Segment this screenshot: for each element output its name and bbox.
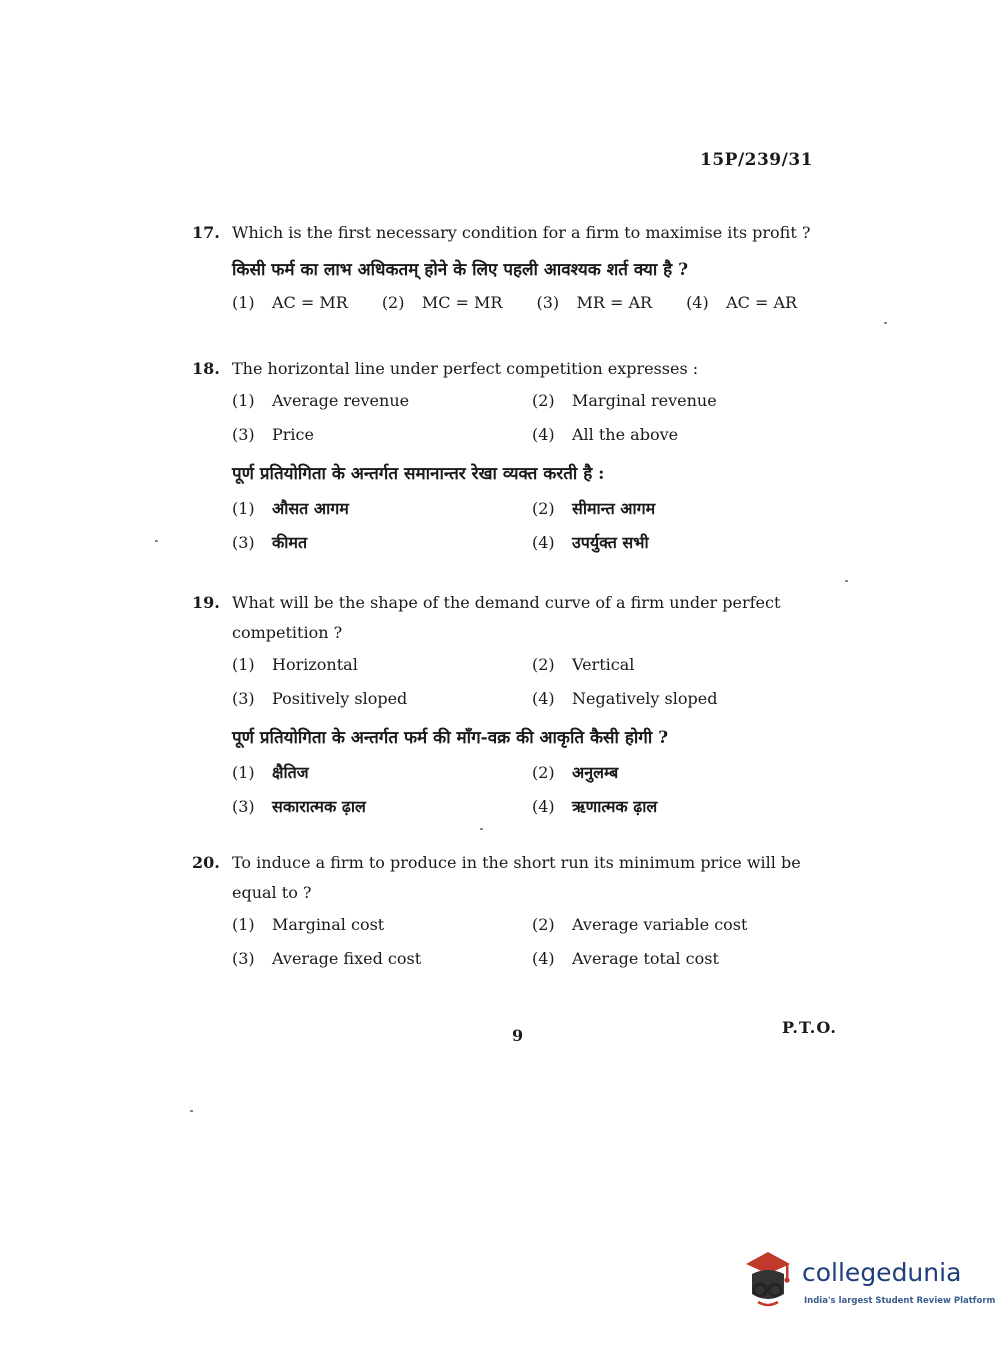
hindi-option-1[interactable] bbox=[232, 494, 532, 524]
option-label: (4) bbox=[532, 425, 555, 444]
question-18 bbox=[192, 354, 832, 558]
question-number: 17. bbox=[192, 223, 220, 242]
option-label: (1) bbox=[232, 391, 255, 410]
option-label: (3) bbox=[232, 797, 255, 816]
option-text: उपर्युक्त सभी bbox=[572, 533, 649, 552]
option-2[interactable] bbox=[532, 650, 832, 680]
scan-speck bbox=[480, 828, 483, 830]
option-label: (2) bbox=[532, 763, 555, 782]
option-1[interactable] bbox=[232, 288, 348, 318]
option-label: (1) bbox=[232, 499, 255, 518]
option-2[interactable] bbox=[532, 910, 832, 940]
question-text: What will be the shape of the demand curve of a firm under perfect competition ? bbox=[232, 593, 781, 642]
question-number: 18. bbox=[192, 359, 220, 378]
option-label: (4) bbox=[532, 797, 555, 816]
option-3[interactable] bbox=[232, 684, 532, 714]
option-4[interactable] bbox=[686, 288, 797, 318]
option-text: Horizontal bbox=[272, 655, 358, 674]
option-text: Marginal revenue bbox=[572, 391, 717, 410]
option-text: Marginal cost bbox=[272, 915, 385, 934]
collegedunia-logo[interactable] bbox=[742, 1250, 996, 1320]
option-label: (2) bbox=[532, 915, 555, 934]
option-text: क्षैतिज bbox=[272, 763, 309, 782]
scan-speck bbox=[884, 322, 887, 324]
question-text-hindi: किसी फर्म का लाभ अधिकतम् होने के लिए पहली आवश्यक शर्त क्या है ? bbox=[232, 260, 689, 280]
option-label: (1) bbox=[232, 293, 255, 312]
option-label: (3) bbox=[232, 425, 255, 444]
option-label: (2) bbox=[381, 293, 405, 312]
option-text: औसत आगम bbox=[272, 499, 349, 518]
option-text: सीमान्त आगम bbox=[572, 499, 656, 518]
option-text: Average revenue bbox=[272, 391, 410, 410]
option-text: ऋणात्मक ढ़ाल bbox=[572, 797, 658, 816]
option-label: (2) bbox=[532, 499, 555, 518]
question-text: Which is the first necessary condition for a firm to maximise its profit ? bbox=[232, 223, 811, 242]
question-20 bbox=[192, 848, 832, 974]
option-label: (2) bbox=[532, 655, 555, 674]
option-text: कीमत bbox=[272, 533, 308, 552]
option-1[interactable] bbox=[232, 650, 532, 680]
option-text: MR = AR bbox=[576, 293, 653, 312]
option-label: (1) bbox=[232, 915, 255, 934]
hindi-option-2[interactable] bbox=[532, 758, 832, 788]
scan-speck bbox=[845, 580, 848, 582]
option-text: अनुलम्ब bbox=[572, 763, 619, 782]
option-text: Average total cost bbox=[572, 949, 719, 968]
option-4[interactable] bbox=[532, 420, 832, 450]
hindi-option-4[interactable] bbox=[532, 528, 832, 558]
option-1[interactable] bbox=[232, 910, 532, 940]
brand-name: collegedunia bbox=[802, 1258, 962, 1287]
option-3[interactable] bbox=[536, 288, 652, 318]
hindi-option-2[interactable] bbox=[532, 494, 832, 524]
option-4[interactable] bbox=[532, 944, 832, 974]
option-3[interactable] bbox=[232, 944, 532, 974]
pto-label: P.T.O. bbox=[782, 1018, 837, 1037]
hindi-option-4[interactable] bbox=[532, 792, 832, 822]
option-text: AC = MR bbox=[272, 293, 348, 312]
option-label: (4) bbox=[532, 949, 555, 968]
option-text: Average variable cost bbox=[572, 915, 748, 934]
option-4[interactable] bbox=[532, 684, 832, 714]
question-text-hindi: पूर्ण प्रतियोगिता के अन्तर्गत फर्म की माँग-वक्र की आकृति कैसी होगी ? bbox=[232, 728, 669, 748]
option-text: सकारात्मक ढ़ाल bbox=[272, 797, 366, 816]
mascot-icon bbox=[742, 1250, 800, 1312]
paper-code: 15P/239/31 bbox=[700, 150, 814, 170]
option-text: Average fixed cost bbox=[272, 949, 422, 968]
option-text: Vertical bbox=[572, 655, 635, 674]
option-label: (3) bbox=[536, 293, 560, 312]
option-text: Price bbox=[272, 425, 314, 444]
option-label: (4) bbox=[686, 293, 709, 312]
brand-tagline: India's largest Student Review Platform bbox=[804, 1296, 996, 1306]
option-3[interactable] bbox=[232, 420, 532, 450]
hindi-option-3[interactable] bbox=[232, 792, 532, 822]
option-label: (1) bbox=[232, 763, 255, 782]
option-label: (1) bbox=[232, 655, 255, 674]
option-label: (4) bbox=[532, 689, 555, 708]
option-2[interactable] bbox=[532, 386, 832, 416]
question-number: 19. bbox=[192, 593, 220, 612]
question-number: 20. bbox=[192, 853, 220, 872]
option-label: (2) bbox=[532, 391, 555, 410]
option-2[interactable] bbox=[382, 288, 503, 318]
question-text: To induce a firm to produce in the short run its minimum price will be equal to ? bbox=[232, 853, 801, 902]
question-text-hindi: पूर्ण प्रतियोगिता के अन्तर्गत समानान्तर रेखा व्यक्त करती है : bbox=[232, 464, 605, 484]
option-text: Negatively sloped bbox=[572, 689, 718, 708]
option-label: (3) bbox=[232, 689, 255, 708]
page-number: 9 bbox=[512, 1026, 524, 1045]
question-19 bbox=[192, 588, 832, 822]
option-1[interactable] bbox=[232, 386, 532, 416]
hindi-option-3[interactable] bbox=[232, 528, 532, 558]
option-text: AC = AR bbox=[726, 293, 798, 312]
scan-speck bbox=[190, 1110, 193, 1112]
option-label: (3) bbox=[232, 949, 255, 968]
question-text: The horizontal line under perfect competition expresses : bbox=[232, 359, 699, 378]
scan-speck bbox=[155, 540, 158, 542]
option-label: (3) bbox=[232, 533, 255, 552]
option-text: All the above bbox=[572, 425, 679, 444]
option-text: Positively sloped bbox=[272, 689, 408, 708]
question-17 bbox=[192, 218, 832, 318]
option-text: MC = MR bbox=[421, 293, 503, 312]
hindi-option-1[interactable] bbox=[232, 758, 532, 788]
option-label: (4) bbox=[532, 533, 555, 552]
